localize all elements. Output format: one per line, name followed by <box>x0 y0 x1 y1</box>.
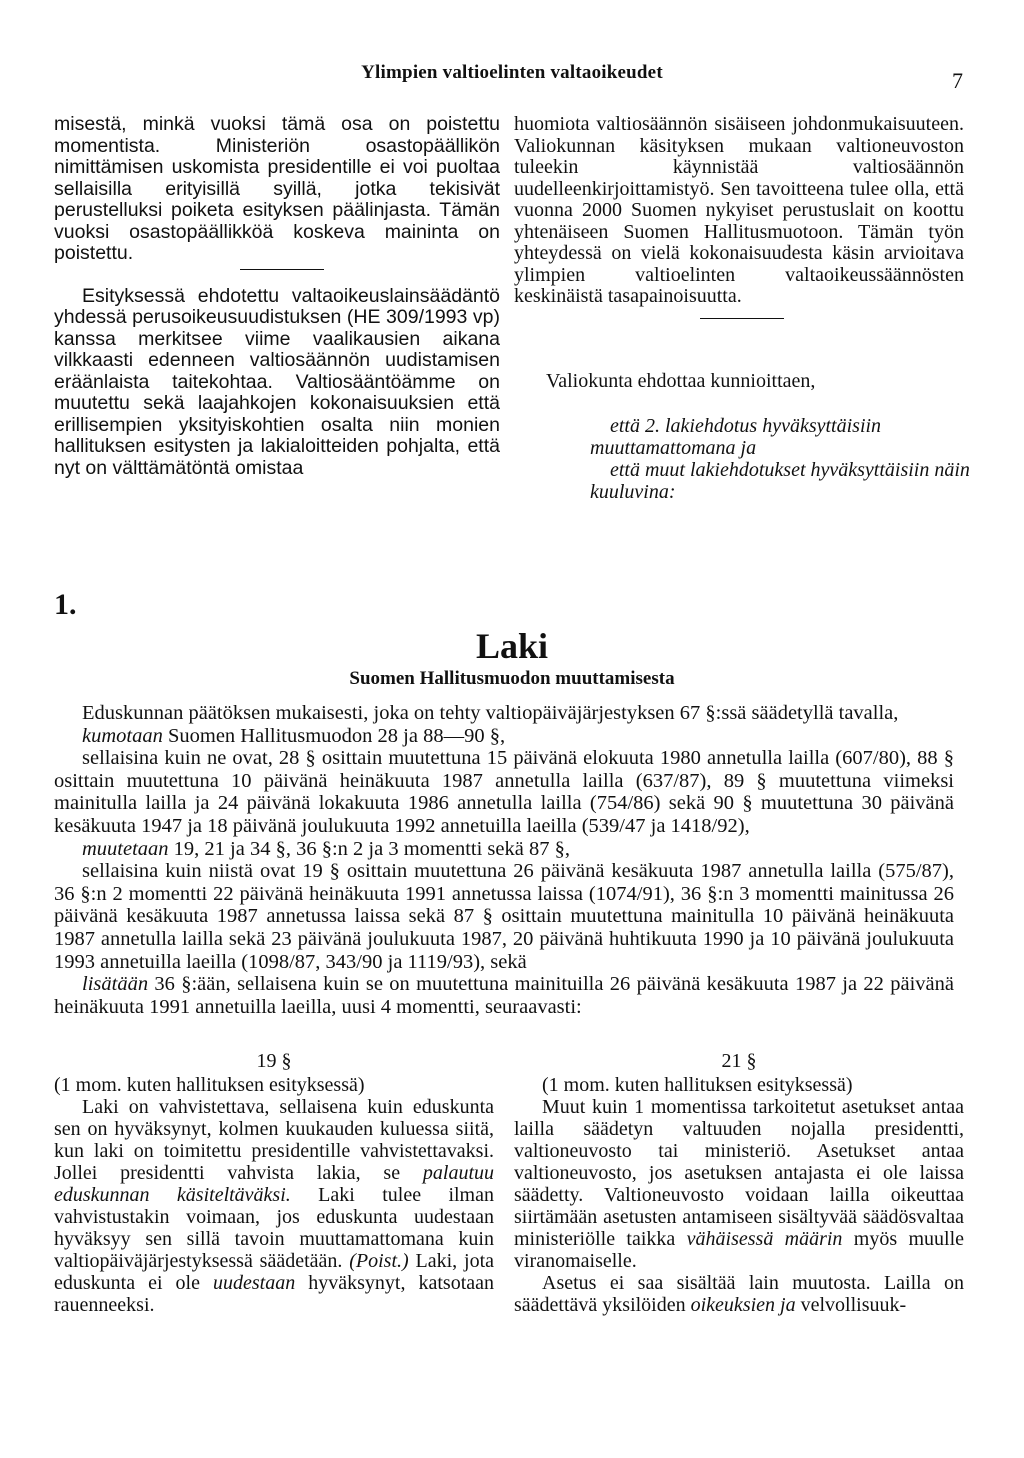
law-clause-amend <box>54 838 954 861</box>
moment-note: (1 mom. kuten hallituksen esityksessä) <box>542 1074 853 1096</box>
clause-text: 19, 21 ja 34 §, 36 §:n 2 ja 3 momentti sekä 87 §, <box>173 837 570 860</box>
law-clause-repeal <box>54 725 954 748</box>
separator-rule <box>700 318 784 319</box>
clause-text: 36 §:ään, sellaisena kuin se on muutettuna mainituilla 26 päivänä kesäkuuta 1987 ja 22 päivänä heinäkuuta 1991 annetuilla laeilla, uusi 4 momentti, seuraavasti: <box>54 973 954 1018</box>
section-text: Asetus ei saa sisältää lain muutosta. Lailla on säädettävä yksilöiden oikeuksien ja velvollisuuk- <box>514 1272 964 1316</box>
page-number: 7 <box>952 68 963 93</box>
moment-note: (1 mom. kuten hallituksen esityksessä) <box>54 1074 365 1096</box>
section-text: Muut kuin 1 momentissa tarkoitetut asetukset antaa lailla säädetyn valtuuden nojalla presidentti, valtioneuvosto tai ministeriö. Asetukset antaa valtioneuvosto, jos asetuksen antajasta ei ole laissa säädetty. Valtioneuvosto voidaan lailla oikeuttaa siirtämään asetusten antamiseen sisältyvää säädösvaltaa ministeriölle taikka vähäisessä määrin myös muulle viranomaiselle. <box>514 1096 965 1272</box>
top-right-column <box>514 114 964 319</box>
law-title: Laki <box>475 626 549 666</box>
law-clause-detail: sellaisina kuin niistä ovat 19 § osittain muutettuna 26 päivänä kesäkuuta 1987 annetulla lailla (575/87), 36 §:n 2 momentti 22 päivänä heinäkuuta 1991 annetussa laissa (1074/91), 36 §:n 3 momentti mainitussa 26 päivänä kesäkuuta 1987 annetussa laissa sekä 87 § osittain muutettuna mainitulla 10 päivänä heinäkuuta 1987 annetulla lailla sekä 23 päivänä joulukuuta 1987, 20 päivänä huhtikuuta 1990 ja 10 päivänä joulukuuta 1993 annetuilla laeilla (1098/87, 343/90 ja 1119/93), sekä <box>54 860 954 973</box>
law-number: 1. <box>54 588 77 621</box>
top-left-column <box>54 114 500 479</box>
paragraph: Esityksessä ehdotettu valtaoikeuslainsäädäntö yhdessä perusoikeusuudistuksen (HE 309/1993 vp) kanssa merkitsee viime vaalikausien aikana vilkkaasti edenneen valtiosäännön uudistamisen eräänlaista taitekohtaa. Valtiosääntöämme on muutettu sekä laajahkojen kokonaisuuksien että erillisempien yksityiskohtien osalta niin monien hallituksen esitysten ja lakialoitteiden pohjalta, että nyt on välttämätöntä omistaa <box>54 284 500 479</box>
proposal-details <box>590 415 970 503</box>
running-header: Ylimpien valtioelinten valtaoikeudet <box>361 62 663 83</box>
paragraph: huomiota valtiosäännön sisäiseen johdonmukaisuuteen. Valiokunnan käsityksen mukaan valtioneuvoston tuleekin käynnistää valtiosäännön uudelleenkirjoittamistyö. Sen tavoitteena tulee olla, että vuonna 2000 Suomen nykyiset perustuslait on koottu yhtenäiseen Suomen Hallitusmuotoon. Tämän työn yhteydessä on vielä kokonaisuudesta käsin arvioitava ylimpien valtioelinten valtaoikeussäännösten keskinäistä tasapainoisuutta. <box>514 113 964 307</box>
law-body <box>54 702 954 1018</box>
keyword: muutetaan <box>82 837 169 860</box>
keyword: kumotaan <box>82 724 163 747</box>
committee-proposal: Valiokunta ehdottaa kunnioittaen, <box>546 370 816 392</box>
section-21 <box>514 1074 964 1316</box>
section-heading-19: 19 § <box>256 1050 292 1072</box>
law-intro: Eduskunnan päätöksen mukaisesti, joka on tehty valtiopäiväjärjestyksen 67 §:ssä säädetyllä tavalla, <box>82 702 899 724</box>
law-clause-detail: sellaisina kuin ne ovat, 28 § osittain muutettuna 15 päivänä elokuuta 1980 annetulla lailla (607/80), 88 § osittain muutettuna 10 päivänä heinäkuuta 1987 annetulla lailla (637/87), 89 § muutettuna viimeksi mainitulla lailla ja 24 päivänä lokakuuta 1986 annetulla lailla (754/86) sekä 90 § muutettuna 30 päivänä kesäkuuta 1947 ja 18 päivänä joulukuuta 1992 annetuilla laeilla (539/47 ja 1418/92), <box>54 747 954 837</box>
proposal-item: että muut lakiehdotukset hyväksyttäisiin näin kuuluvina: <box>590 459 970 503</box>
paragraph: misestä, minkä vuoksi tämä osa on poistettu momentista. Ministeriön osastopäällikön nimittämisen uskomista presidentille ei voi puoltaa sellaisilla erityisillä syillä, jotka tekisivät perustelluksi poiketa esityksen päälinjasta. Tämän vuoksi osastopäällikköä koskeva maininta on poistettu. <box>54 113 500 264</box>
keyword: lisätään <box>82 973 149 996</box>
law-clause-add <box>54 973 954 1018</box>
law-subtitle: Suomen Hallitusmuodon muuttamisesta <box>349 668 675 689</box>
section-heading-21: 21 § <box>721 1050 757 1072</box>
separator-rule <box>240 269 324 270</box>
section-text: Laki on vahvistettava, sellaisena kuin eduskunta sen on hyväksynyt, kolmen kuukauden kuluessa siitä, kun laki on toimitettu presidentille vahvistettavaksi. Jollei presidentti vahvista lakia, se palautuu eduskunnan käsiteltäväksi. Laki tulee ilman vahvistustakin voimaan, jos eduskunta uudestaan hyväksyy sen sillä tavoin muuttamattomana kuin valtiopäiväjärjestyksessä säädetään. (Poist.) Laki, jota eduskunta ei ole uudestaan hyväksynyt, katsotaan rauenneeksi. <box>54 1096 495 1316</box>
proposal-item: että 2. lakiehdotus hyväksyttäisiin muuttamattomana ja <box>590 415 882 459</box>
section-19 <box>54 1074 494 1316</box>
clause-text: Suomen Hallitusmuodon 28 ja 88—90 §, <box>167 724 506 747</box>
